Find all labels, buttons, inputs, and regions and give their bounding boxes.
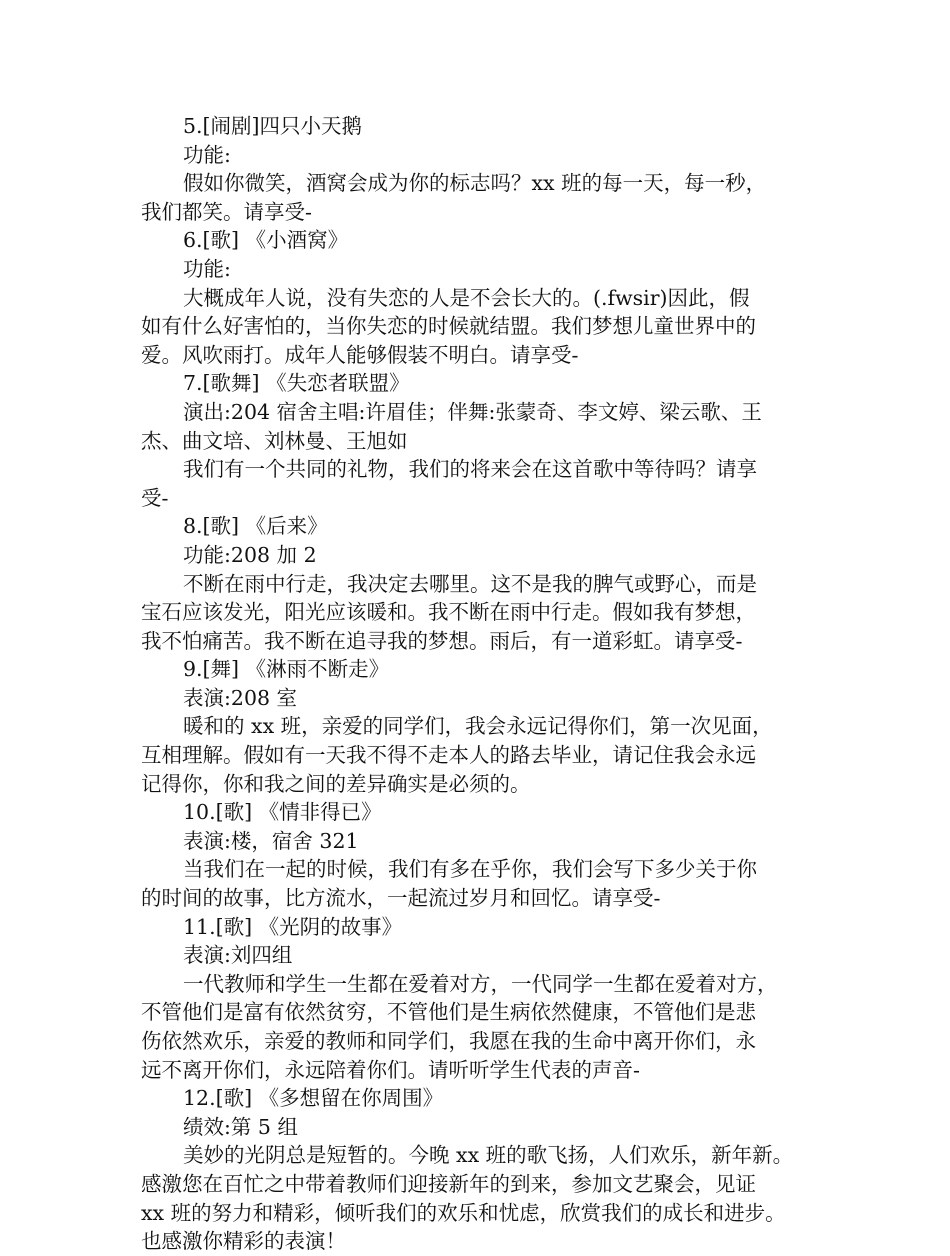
paragraph-line: 的时间的故事，比方流水，一起流过岁月和回忆。请享受-: [141, 886, 661, 911]
paragraph-line: 也感激你精彩的表演！: [141, 1229, 346, 1254]
paragraph-first-line: 我们有一个共同的礼物，我们的将来会在这首歌中等待吗？请享: [183, 457, 757, 482]
paragraph-first-line: 5.[闹剧]四只小天鹅: [183, 114, 363, 138]
paragraph-line: 不管他们是富有依然贫穷，不管他们是生病依然健康，不管他们是悲: [141, 1000, 756, 1025]
paragraph-first-line: 大概成年人说，没有失恋的人是不会长大的。(.fwsir)因此，假: [183, 285, 750, 310]
paragraph-first-line: 暖和的 xx 班，亲爱的同学们，我会永远记得你们，第一次见面，: [183, 714, 773, 739]
paragraph-first-line: 功能:: [183, 256, 231, 281]
paragraph-first-line: 11.[歌] 《光阴的故事》: [183, 914, 403, 939]
paragraph-line: 我不怕痛苦。我不断在追寻我的梦想。雨后，有一道彩虹。请享受-: [141, 628, 743, 653]
paragraph-line: 宝石应该发光，阳光应该暖和。我不断在雨中行走。假如我有梦想，: [141, 600, 756, 625]
paragraph-first-line: 7.[歌舞] 《失恋者联盟》: [183, 371, 410, 396]
paragraph-first-line: 当我们在一起的时候，我们有多在乎你，我们会写下多少关于你: [183, 857, 757, 882]
paragraph-first-line: 表演:楼，宿舍 321: [183, 828, 359, 853]
paragraph-first-line: 功能:208 加 2: [183, 542, 317, 567]
paragraph-first-line: 一代教师和学生一生都在爱着对方，一代同学一生都在爱着对方，: [183, 971, 778, 996]
paragraph-first-line: 10.[歌] 《情非得已》: [183, 800, 382, 825]
paragraph-first-line: 假如你微笑，酒窝会成为你的标志吗？xx 班的每一天，每一秒，: [183, 171, 767, 196]
paragraph-line: 感激您在百忙之中带着教师们迎接新年的到来，参加文艺聚会，见证: [141, 1171, 756, 1196]
paragraph-first-line: 表演:刘四组: [183, 943, 293, 968]
paragraph-first-line: 8.[歌] 《后来》: [183, 514, 328, 539]
paragraph-line: 记得你，你和我之间的差异确实是必须的。: [141, 771, 531, 796]
paragraph-first-line: 表演:208 室: [183, 685, 298, 710]
paragraph-line: 远不离开你们，永远陪着你们。请听听学生代表的声音-: [141, 1057, 640, 1082]
paragraph-line: 爱。风吹雨打。成年人能够假装不明白。请享受-: [141, 342, 579, 367]
paragraph-line: 受-: [141, 485, 169, 510]
paragraph-first-line: 绩效:第 5 组: [183, 1114, 298, 1139]
paragraph-line: 互相理解。假如有一天我不得不走本人的路去毕业，请记住我会永远: [141, 743, 756, 768]
paragraph-first-line: 9.[舞] 《淋雨不断走》: [183, 657, 390, 682]
document-body: [0, 112, 950, 1256]
paragraph-first-line: 12.[歌] 《多想留在你周围》: [183, 1086, 444, 1111]
paragraph-first-line: 6.[歌] 《小酒窝》: [183, 228, 349, 253]
paragraph-first-line: 不断在雨中行走，我决定去哪里。这不是我的脾气或野心，而是: [183, 571, 757, 596]
paragraph-line: xx 班的努力和精彩，倾听我们的欢乐和忧虑，欣赏我们的成长和进步。: [141, 1200, 786, 1225]
paragraph-first-line: 功能:: [183, 142, 231, 167]
paragraph-line: 如有什么好害怕的，当你失恋的时候就结盟。我们梦想儿童世界中的: [141, 314, 756, 339]
paragraph-first-line: 演出:204 宿舍主唱:许眉佳；伴舞:张蒙奇、李文婷、梁云歌、王: [183, 399, 762, 424]
paragraph-line: 我们都笑。请享受-: [141, 199, 312, 224]
paragraph-first-line: 美妙的光阴总是短暂的。今晚 xx 班的歌飞扬，人们欢乐，新年新。: [183, 1143, 794, 1168]
paragraph-line: 伤依然欢乐，亲爱的教师和同学们，我愿在我的生命中离开你们，永: [141, 1029, 756, 1053]
paragraph-line: 杰、曲文培、刘林曼、王旭如: [141, 428, 408, 453]
